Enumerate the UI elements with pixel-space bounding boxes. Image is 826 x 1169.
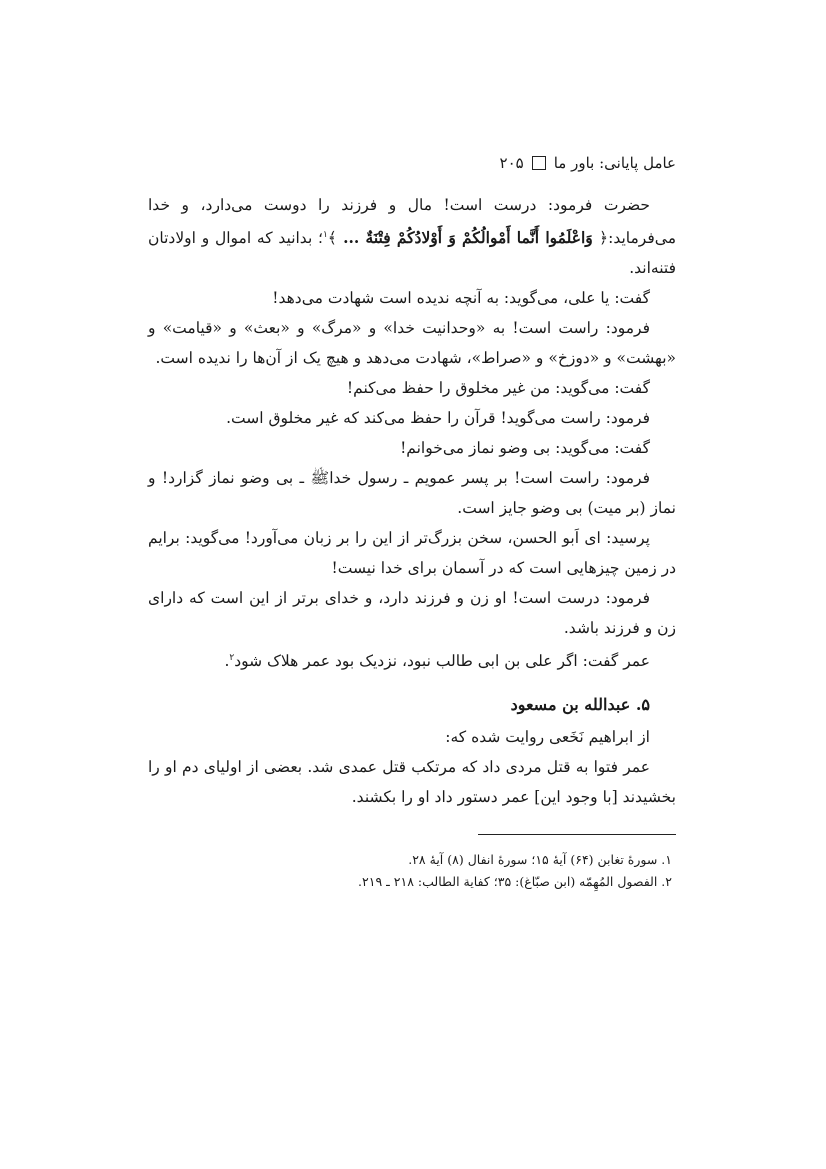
- paragraph: گفت: می‌گوید: من غیر مخلوق را حفظ می‌کنم!: [346, 379, 650, 398]
- text-span: .: [224, 652, 230, 671]
- paragraph: از ابراهیم نَخَعی روایت شده که:: [445, 728, 650, 747]
- text-span: عمر گفت: اگر علی بن ابی طالب نبود، نزدیک بود عمر هلاک شود: [234, 652, 650, 671]
- paragraph: [148, 190, 676, 283]
- footnotes: [148, 849, 676, 893]
- paragraph: گفت: یا علی، می‌گوید: به آنچه ندیده است شهادت می‌دهد!: [272, 289, 650, 308]
- running-title: عامل پایانی: باور ما: [553, 154, 676, 172]
- footnote: ۱. سورهٔ تغابن (۶۴) آیهٔ ۱۵؛ سورهٔ انفال (۸) آیهٔ ۲۸.: [408, 852, 672, 868]
- quran-verse: وَاعْلَمُوا أَنَّما أَمْوالُکُمْ وَ أَوْلادُکُمْ فِتْنَةٌ ...: [336, 228, 600, 248]
- paragraph: پرسید: ای اَبو الحسن، سخن بزرگ‌تر از این را بر زبان می‌آورد! می‌گوید: برایم در زمین چیزهایی است که در آسمان برای خدا نیست!: [148, 529, 676, 578]
- paragraph: فرمود: درست است! او زن و فرزند دارد، و خدای برتر از این است که دارای زن و فرزند باشد.: [148, 589, 676, 638]
- footnote-ref[interactable]: ۲: [229, 653, 235, 664]
- text-span: حضرت فرمود: درست است! مال و فرزند را دوست می‌دارد، و خدا می‌فرماید:﴿: [148, 196, 676, 248]
- footnote: ۲. الفصول المُهِمّه (ابن صبّاغ): ۳۵؛ کفایة الطالب: ۲۱۸ ـ ۲۱۹.: [358, 874, 672, 890]
- square-ornament-icon: [532, 156, 546, 170]
- main-text: [148, 190, 676, 812]
- paragraph: فرمود: راست است! بر پسر عمویم ـ رسول خداﷺ ـ بی وضو نماز گزارد! و نماز (بر میت) بی وضو جایز است.: [148, 469, 676, 518]
- paragraph: فرمود: راست است! به «وحدانیت خدا» و «مرگ» و «بعث» و «قیامت» و «بهشت» و «دوزخ» و «صراط»، شهادت می‌دهد و هیچ یک از آن‌ها را ندیده است.: [148, 319, 676, 368]
- paragraph: [148, 643, 676, 676]
- paragraph: فرمود: راست می‌گوید! قرآن را حفظ می‌کند که غیر مخلوق است.: [226, 409, 650, 428]
- text-span: ﴾: [327, 229, 337, 248]
- section-heading: ۵. عبدالله بن مسعود: [510, 695, 650, 715]
- page-number: ۲۰۵: [499, 154, 524, 172]
- text-span: ؛ بدانید که اموال و اولادتان فتنه‌اند.: [148, 229, 676, 278]
- paragraph: عمر فتوا به قتل مردی داد که مرتکب قتل عمدی شد. بعضی از اولیای دم او را بخشیدند [با وجود این] عمر دستور داد او را بکشند.: [148, 758, 676, 807]
- footnote-ref[interactable]: ۱: [322, 230, 328, 240]
- paragraph: گفت: می‌گوید: بی وضو نماز می‌خوانم!: [400, 439, 650, 458]
- footnote-divider: [478, 834, 676, 835]
- running-header: [148, 150, 676, 176]
- book-page: [148, 150, 676, 893]
